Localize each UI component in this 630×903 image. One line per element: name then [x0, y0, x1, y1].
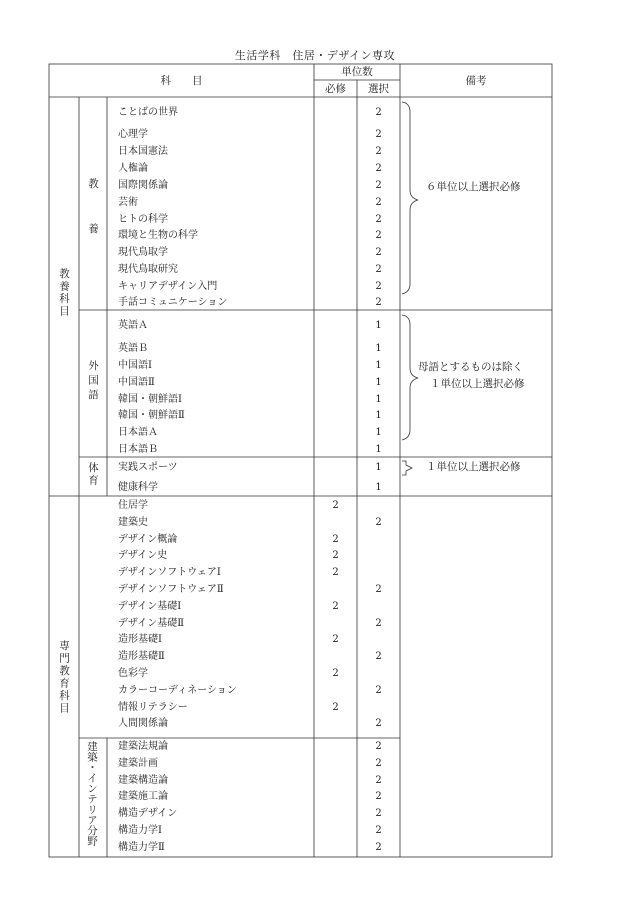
course-name: デザイン基礎Ⅰ [118, 601, 182, 612]
course-name: 造形基礎Ⅱ [118, 651, 165, 662]
remark-pe: １単位以上選択必修 [426, 461, 521, 473]
course-name: 中国語Ⅰ [118, 360, 152, 371]
course-name: ヒトの科学 [118, 214, 168, 225]
remark-foreign-1: 母語とするものは除く [418, 361, 523, 373]
course-name: 手話コミュニケーション [118, 297, 228, 308]
course-name: 建築施工論 [118, 791, 168, 802]
course-name: 英語Ａ [118, 320, 148, 331]
course-name: 心理学 [118, 129, 148, 140]
subgroup-foreign: 外国語 [87, 360, 99, 404]
course-name: ことばの世界 [118, 107, 178, 118]
course-name: 日本国憲法 [118, 146, 168, 157]
course-elective-units: 2 [375, 230, 382, 241]
course-name: 英語Ｂ [118, 343, 148, 354]
subgroup-pe: 体育 [87, 462, 99, 487]
course-name: デザインソフトウェアⅠ [118, 567, 221, 578]
group-general: 教養科目 [58, 268, 70, 318]
course-elective-units: 2 [375, 146, 382, 157]
header-remarks: 備考 [465, 75, 487, 87]
course-name: 日本語Ａ [118, 427, 158, 438]
remark-foreign-2: １単位以上選択必修 [430, 378, 525, 390]
course-name: 実践スポーツ [118, 462, 178, 473]
page-title: 生活学科 住居・デザイン専攻 [234, 49, 396, 62]
course-elective-units: 2 [375, 197, 382, 208]
course-elective-units: 1 [375, 377, 382, 388]
course-elective-units: 1 [375, 482, 382, 493]
course-name: 構造力学Ⅰ [118, 825, 162, 836]
course-name: 韓国・朝鮮語Ⅰ [118, 394, 182, 405]
course-elective-units: 1 [375, 343, 382, 354]
brace-liberal [402, 102, 418, 294]
course-elective-units: 1 [375, 360, 382, 371]
course-elective-units: 2 [375, 791, 382, 802]
course-required-units: 2 [332, 567, 339, 578]
course-name: 色彩学 [118, 668, 148, 679]
course-name: 建築構造論 [118, 775, 168, 786]
remark-liberal: ６単位以上選択必修 [426, 181, 521, 193]
course-elective-units: 2 [375, 517, 382, 528]
course-elective-units: 1 [375, 462, 382, 473]
brace-pe [402, 461, 412, 475]
course-name: デザインソフトウェアⅡ [118, 584, 224, 595]
course-elective-units: 1 [375, 320, 382, 331]
course-name: 人間関係論 [118, 718, 168, 729]
course-required-units: 2 [332, 702, 339, 713]
course-name: 健康科学 [118, 482, 158, 493]
course-elective-units: 2 [375, 808, 382, 819]
course-elective-units: 2 [375, 825, 382, 836]
course-name: 中国語Ⅱ [118, 377, 155, 388]
course-elective-units: 1 [375, 444, 382, 455]
course-name: デザイン基礎Ⅱ [118, 618, 185, 629]
course-elective-units: 2 [375, 758, 382, 769]
course-name: 構造デザイン [118, 808, 178, 819]
course-elective-units: 2 [375, 651, 382, 662]
course-elective-units: 2 [375, 264, 382, 275]
course-elective-units: 2 [375, 842, 382, 853]
course-elective-units: 2 [375, 281, 382, 292]
course-name: キャリアデザイン入門 [118, 281, 218, 292]
header-elective: 選択 [368, 83, 389, 95]
course-elective-units: 2 [375, 775, 382, 786]
subgroup-liberal: 教 養 [87, 178, 99, 246]
course-elective-units: 1 [375, 394, 382, 405]
header-units: 単位数 [341, 66, 373, 78]
course-name: 構造力学Ⅱ [118, 842, 165, 853]
course-name: 現代鳥取研究 [118, 264, 178, 275]
course-elective-units: 2 [375, 685, 382, 696]
course-name: 国際関係論 [118, 180, 168, 191]
course-elective-units: 2 [375, 129, 382, 140]
course-elective-units: 2 [375, 741, 382, 752]
course-name: 造形基礎Ⅰ [118, 634, 162, 645]
header-subject: 科 目 [160, 75, 203, 87]
course-elective-units: 1 [375, 410, 382, 421]
course-elective-units: 2 [375, 297, 382, 308]
course-name: 建築計画 [118, 758, 158, 769]
course-required-units: 2 [332, 668, 339, 679]
course-required-units: 2 [332, 500, 339, 511]
course-name: デザイン史 [118, 550, 168, 561]
course-name: 住居学 [118, 500, 148, 511]
course-elective-units: 2 [375, 214, 382, 225]
course-name: 韓国・朝鮮語Ⅱ [118, 410, 185, 421]
course-required-units: 2 [332, 601, 339, 612]
course-elective-units: 2 [375, 247, 382, 258]
course-name: 情報リテラシー [118, 702, 188, 713]
course-name: デザイン概論 [118, 534, 178, 545]
header-required: 必修 [325, 83, 346, 95]
group-specialized: 専門教育科目 [58, 640, 70, 715]
course-elective-units: 2 [375, 163, 382, 174]
course-name: 建築史 [118, 517, 148, 528]
course-name: 日本語Ｂ [118, 444, 158, 455]
course-elective-units: 1 [375, 427, 382, 438]
course-required-units: 2 [332, 534, 339, 545]
course-name: 環境と生物の科学 [118, 230, 198, 241]
course-required-units: 2 [332, 550, 339, 561]
course-name: 人権論 [118, 163, 148, 174]
course-elective-units: 2 [375, 107, 382, 118]
course-name: 建築法規論 [118, 741, 168, 752]
course-name: 現代鳥取学 [118, 247, 168, 258]
course-name: カラーコーディネーション [118, 685, 237, 696]
course-name: 芸術 [118, 197, 138, 208]
course-elective-units: 2 [375, 718, 382, 729]
course-elective-units: 2 [375, 584, 382, 595]
course-elective-units: 2 [375, 618, 382, 629]
course-required-units: 2 [332, 634, 339, 645]
course-elective-units: 2 [375, 180, 382, 191]
brace-foreign [402, 315, 418, 440]
subgroup-arch: 建築・インテリア分野 [86, 741, 98, 846]
